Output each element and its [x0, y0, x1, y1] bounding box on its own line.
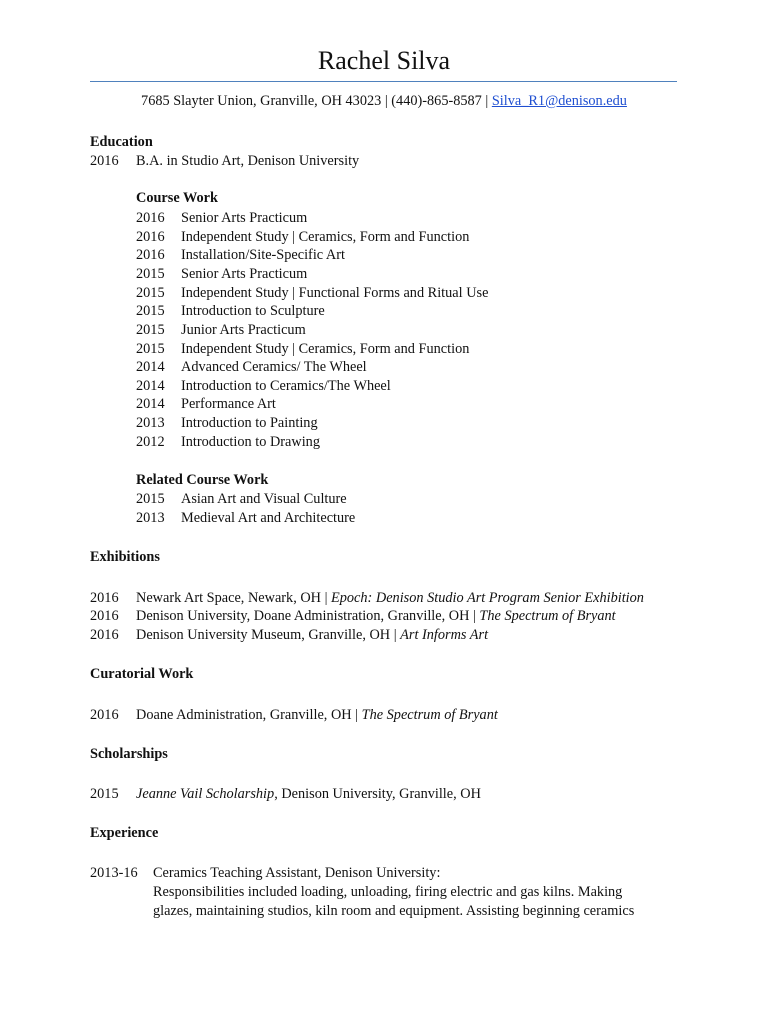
exhibition-show: The Spectrum of Bryant	[479, 608, 616, 624]
related-course-title: Asian Art and Visual Culture	[181, 491, 347, 507]
exhibition-entry	[136, 607, 616, 626]
exhibition-year: 2016	[90, 608, 119, 624]
course-title: Introduction to Drawing	[181, 434, 320, 450]
course-year: 2014	[136, 359, 165, 375]
related-course-title: Medieval Art and Architecture	[181, 510, 356, 526]
course-title: Independent Study | Ceramics, Form and Function	[181, 229, 470, 245]
course-title: Performance Art	[181, 396, 276, 412]
related-course-year: 2015	[136, 491, 165, 507]
experience-description-line: Responsibilities included loading, unloading, firing electric and gas kilns. Making	[153, 884, 623, 900]
course-title: Advanced Ceramics/ The Wheel	[181, 359, 367, 375]
course-year: 2014	[136, 396, 165, 412]
course-year: 2015	[136, 266, 165, 282]
coursework-heading: Course Work	[136, 190, 218, 206]
experience-heading: Experience	[90, 825, 159, 841]
course-title: Senior Arts Practicum	[181, 210, 308, 226]
exhibition-venue: Denison University Museum, Granville, OH |	[136, 627, 401, 643]
course-year: 2015	[136, 341, 165, 357]
course-title: Introduction to Sculpture	[181, 303, 325, 319]
exhibitions-heading: Exhibitions	[90, 549, 160, 565]
exhibition-show: Art Informs Art	[400, 627, 489, 643]
scholarship-year: 2015	[90, 786, 119, 802]
curatorial-venue: Doane Administration, Granville, OH |	[136, 707, 362, 723]
scholarship-name: Jeanne Vail Scholarship	[136, 786, 275, 802]
experience-years: 2013-16	[90, 865, 138, 881]
scholarships-heading: Scholarships	[90, 746, 168, 762]
curatorial-year: 2016	[90, 707, 119, 723]
contact-line	[0, 92, 768, 111]
scholarship-entry	[136, 785, 481, 804]
course-title: Introduction to Painting	[181, 415, 318, 431]
education-heading: Education	[90, 134, 153, 150]
exhibition-entry	[136, 589, 644, 608]
course-title: Junior Arts Practicum	[181, 322, 306, 338]
email-link[interactable]: Silva_R1@denison.edu	[491, 93, 627, 109]
course-year: 2016	[136, 229, 165, 245]
exhibition-year: 2016	[90, 627, 119, 643]
experience-title: Ceramics Teaching Assistant, Denison University:	[153, 865, 441, 881]
exhibition-entry	[136, 626, 488, 645]
curatorial-show: The Spectrum of Bryant	[361, 707, 498, 723]
header-divider	[90, 81, 677, 82]
course-title: Independent Study | Ceramics, Form and Function	[181, 341, 470, 357]
experience-description-line: glazes, maintaining studios, kiln room and equipment. Assisting beginning ceramics	[153, 903, 635, 919]
course-year: 2012	[136, 434, 165, 450]
exhibition-show: Epoch: Denison Studio Art Program Senior Exhibition	[331, 590, 644, 606]
course-year: 2015	[136, 322, 165, 338]
course-year: 2013	[136, 415, 165, 431]
related-coursework-heading: Related Course Work	[136, 472, 269, 488]
scholarship-details: , Denison University, Granville, OH	[274, 786, 481, 802]
curatorial-entry	[136, 706, 498, 725]
course-year: 2016	[136, 247, 165, 263]
course-year: 2014	[136, 378, 165, 394]
degree-text: B.A. in Studio Art, Denison University	[136, 153, 360, 169]
course-year: 2016	[136, 210, 165, 226]
course-title: Independent Study | Functional Forms and Ritual Use	[181, 285, 489, 301]
related-course-year: 2013	[136, 510, 165, 526]
curatorial-heading: Curatorial Work	[90, 666, 194, 682]
resume-name: Rachel Silva	[317, 46, 451, 75]
course-year: 2015	[136, 303, 165, 319]
course-title: Installation/Site-Specific Art	[181, 247, 345, 263]
exhibition-venue: Denison University, Doane Administration, Granville, OH |	[136, 608, 480, 624]
contact-address-phone: 7685 Slayter Union, Granville, OH 43023 | (440)-865-8587 |	[141, 93, 492, 109]
course-year: 2015	[136, 285, 165, 301]
course-title: Introduction to Ceramics/The Wheel	[181, 378, 391, 394]
degree-year: 2016	[90, 153, 119, 169]
exhibition-venue: Newark Art Space, Newark, OH |	[136, 590, 332, 606]
course-title: Senior Arts Practicum	[181, 266, 308, 282]
exhibition-year: 2016	[90, 590, 119, 606]
